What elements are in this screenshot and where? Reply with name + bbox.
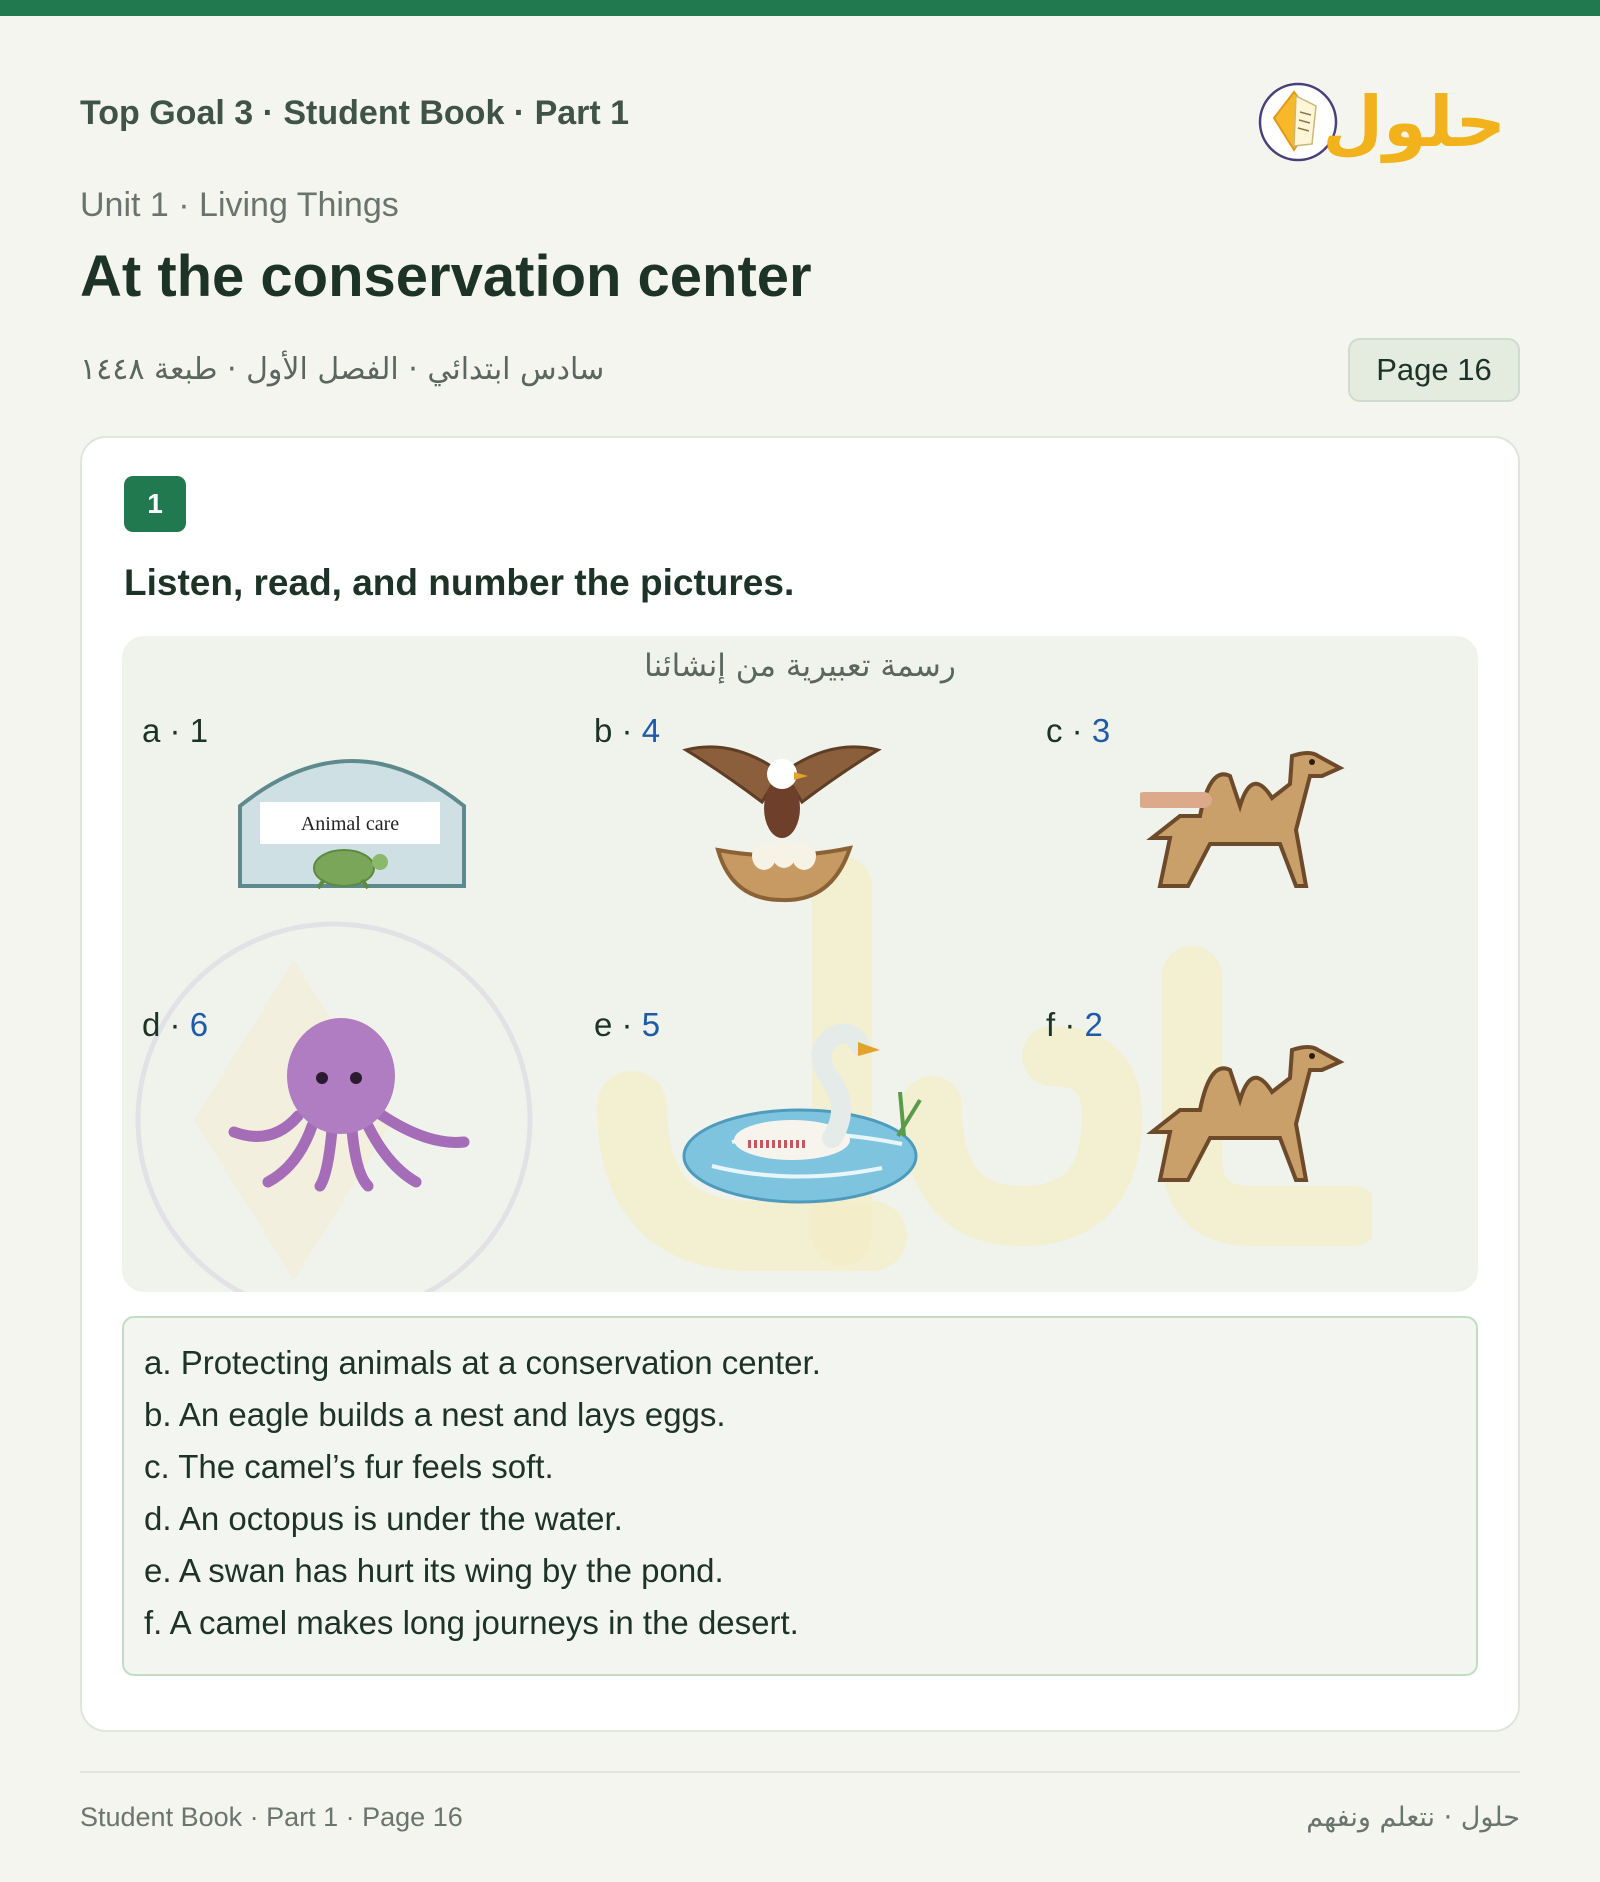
picture-answer: 3 [1091,712,1111,749]
conservation-center-picture [232,736,472,896]
sentence-b: b. An eagle builds a nest and lays eggs. [144,1396,726,1433]
sentence-f: f. A camel makes long journeys in the desert. [144,1604,799,1641]
hulul-logo [1256,62,1508,172]
picture-letter: c · [1046,712,1083,749]
picture-answer: 4 [641,712,661,749]
sentence-d: d. An octopus is under the water. [144,1500,623,1537]
picture-answer: 1 [189,712,209,749]
footer-brand: حلول · نتعلم ونفهم [1306,1802,1520,1833]
eagle-picture [686,747,878,838]
picture-answer: 5 [641,1006,661,1043]
sentences-box [122,1316,1478,1676]
panel-caption: رسمة تعبيرية من إنشائنا [644,648,956,684]
swan-picture [682,1016,942,1206]
picture-answer: 2 [1084,1006,1103,1043]
sentence-c: c. The camel’s fur feels soft. [144,1448,554,1485]
picture-label-a [142,712,208,750]
picture-answer: 6 [189,1006,209,1043]
footer-page-info: Student Book · Part 1 · Page 16 [80,1802,463,1832]
book-title: Top Goal 3 · Student Book · Part 1 [80,94,630,132]
logo-wordmark: حلول [1322,81,1506,163]
picture-label-f [1046,1006,1103,1044]
footer-divider [80,1771,1520,1773]
sentence-a: a. Protecting animals at a conservation center. [144,1344,821,1381]
picture-letter: d · [142,1006,181,1043]
arabic-subtitle: سادس ابتدائي · الفصل الأول · طبعة ١٤٤٨ [80,352,605,387]
unit-label: Unit 1 · Living Things [80,186,399,224]
top-accent-bar [0,0,1600,16]
picture-label-e [594,1006,660,1044]
octopus-picture [228,1006,478,1206]
picture-label-d [142,1006,208,1044]
pictures-panel [122,636,1478,1292]
exercise-number-badge: 1 [124,476,186,532]
picture-label-b [594,712,660,750]
picture-letter: b · [594,712,633,749]
page-badge: Page 16 [1348,338,1520,402]
exercise-instruction: Listen, read, and number the pictures. [124,562,795,603]
sentence-e: e. A swan has hurt its wing by the pond. [144,1552,724,1589]
camel-touch-picture [1140,746,1360,896]
picture-label-c [1046,712,1110,750]
lesson-title: At the conservation center [80,244,812,309]
exercise-card [80,436,1520,1732]
nest-picture [718,840,850,900]
picture-sign-text: Animal care [300,813,400,835]
camel-picture [1140,1040,1360,1190]
picture-letter: a · [142,712,181,749]
picture-letter: f · [1046,1006,1076,1043]
picture-letter: e · [594,1006,633,1043]
